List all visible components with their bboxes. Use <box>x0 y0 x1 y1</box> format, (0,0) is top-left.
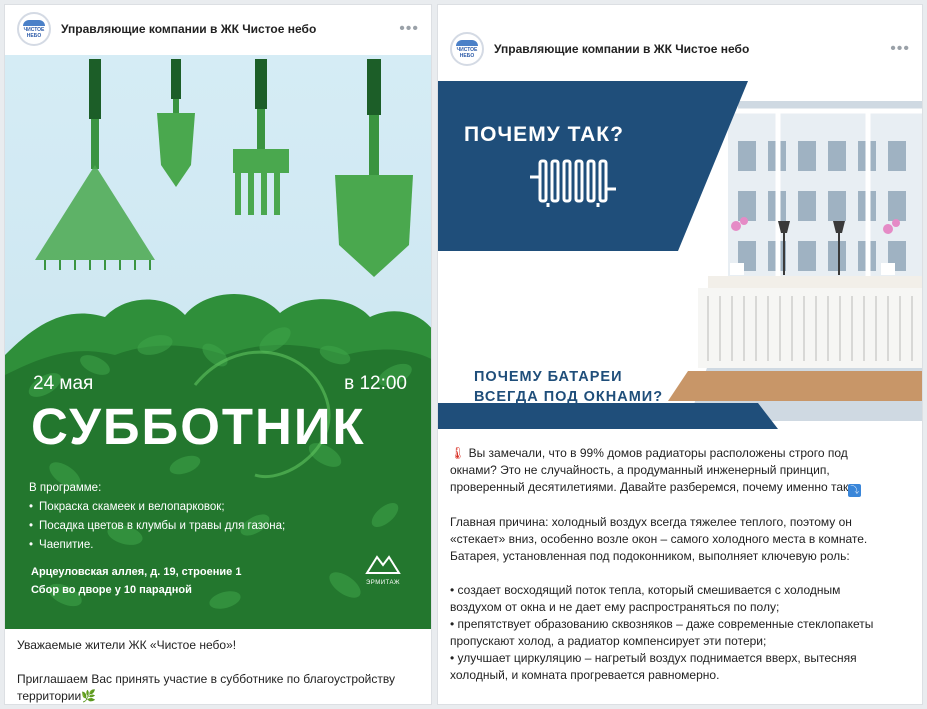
post-card-subbotnik <box>4 4 432 705</box>
post-text <box>450 445 910 701</box>
text-line: окнами? Это не случайность, а продуманный инженерный принцип, <box>450 463 830 477</box>
avatar-text: НЕБО <box>459 52 475 59</box>
poster-time: в 12:00 <box>344 373 407 394</box>
subbotnik-poster-image[interactable] <box>5 55 432 629</box>
avatar-text: ЧИСТОЕ <box>456 46 478 53</box>
leaf-emoji-icon: 🌿 <box>81 689 97 703</box>
group-avatar[interactable] <box>450 32 484 66</box>
invite-text <box>17 671 419 705</box>
text-line: • улучшает циркуляцию – нагретый воздух поднимается вверх, вытесняя <box>450 651 857 665</box>
meeting-point-line: Сбор во дворе у 10 парадной <box>31 584 192 596</box>
arrow-down-emoji-icon: ⤵ <box>850 485 860 495</box>
program-item: • Покраска скамеек и велопарковок; <box>29 498 369 517</box>
more-horizontal-icon[interactable]: ••• <box>399 20 419 37</box>
post-header <box>5 5 431 53</box>
avatar-arc-icon <box>23 20 45 26</box>
post-card-radiators <box>437 4 923 705</box>
post-header <box>438 25 922 73</box>
greeting-text: Уважаемые жители ЖК «Чистое небо»! <box>17 638 237 652</box>
program-item: • Чаепитие. <box>29 536 369 555</box>
avatar-text: НЕБО <box>26 32 42 39</box>
text-line: 🌡 Вы замечали, что в 99% домов радиаторы расположены строго под <box>450 446 848 460</box>
garden-tools-illustration <box>5 55 432 285</box>
radiator-banner-image[interactable] <box>438 81 923 429</box>
poster-title: СУББОТНИК <box>31 398 366 455</box>
invite-line: территории <box>17 689 82 703</box>
group-name-link[interactable]: Управляющие компании в ЖК Чистое небо <box>61 22 317 36</box>
text-line: проверенный десятилетиями. Давайте разберемся, почему именно так ⤵ <box>450 480 860 495</box>
paragraph-list <box>450 582 910 684</box>
text-line: Батарея, установленная под подоконником, выполняет ключевую роль: <box>450 549 850 563</box>
hermitage-logo <box>355 553 411 586</box>
group-avatar[interactable] <box>17 12 51 46</box>
paragraph-reason <box>450 514 910 565</box>
text-line: «стекает» вниз, особенно возле окон – самого холодного места в комнате. <box>450 532 868 546</box>
text-line: воздухом от окна и не дает ему распространяться по полу; <box>450 600 780 614</box>
poster-date: 24 мая <box>33 373 94 394</box>
text-line: Главная причина: холодный воздух всегда тяжелее теплого, поэтому он <box>450 515 852 529</box>
logo-text: ЭРМИТАЖ <box>365 580 401 586</box>
avatar-arc-icon <box>456 40 478 46</box>
more-horizontal-icon[interactable]: ••• <box>890 40 910 57</box>
banner-question: ПОЧЕМУ БАТАРЕИ ВСЕГДА ПОД ОКНАМИ? <box>474 369 664 405</box>
address-line: Арцеуловская аллея, д. 19, строение 1 <box>31 566 242 578</box>
paragraph-intro <box>450 445 910 497</box>
logo-icon <box>363 553 403 575</box>
poster-program <box>29 479 369 555</box>
program-list <box>29 498 369 555</box>
group-name-link[interactable]: Управляющие компании в ЖК Чистое небо <box>494 42 750 56</box>
text-line: пропускают холод, а радиатор компенсирует эти потери; <box>450 634 767 648</box>
post-text <box>17 637 419 705</box>
text-line: • создает восходящий поток тепла, который смешивается с холодным <box>450 583 841 597</box>
text-line: холодный, и комната прогревается равномерно. <box>450 668 720 682</box>
program-item: • Посадка цветов в клумбы и травы для газона; <box>29 517 369 536</box>
program-title: В программе: <box>29 482 102 494</box>
invite-line: Приглашаем Вас принять участие в субботнике по благоустройству <box>17 672 395 686</box>
banner-title: ПОЧЕМУ ТАК? <box>464 123 624 146</box>
thermometer-emoji-icon: 🌡 <box>450 446 466 460</box>
avatar-text: ЧИСТОЕ <box>23 26 45 33</box>
poster-address <box>31 563 241 599</box>
text-line: • препятствует образованию сквозняков – даже современные стеклопакеты <box>450 617 874 631</box>
